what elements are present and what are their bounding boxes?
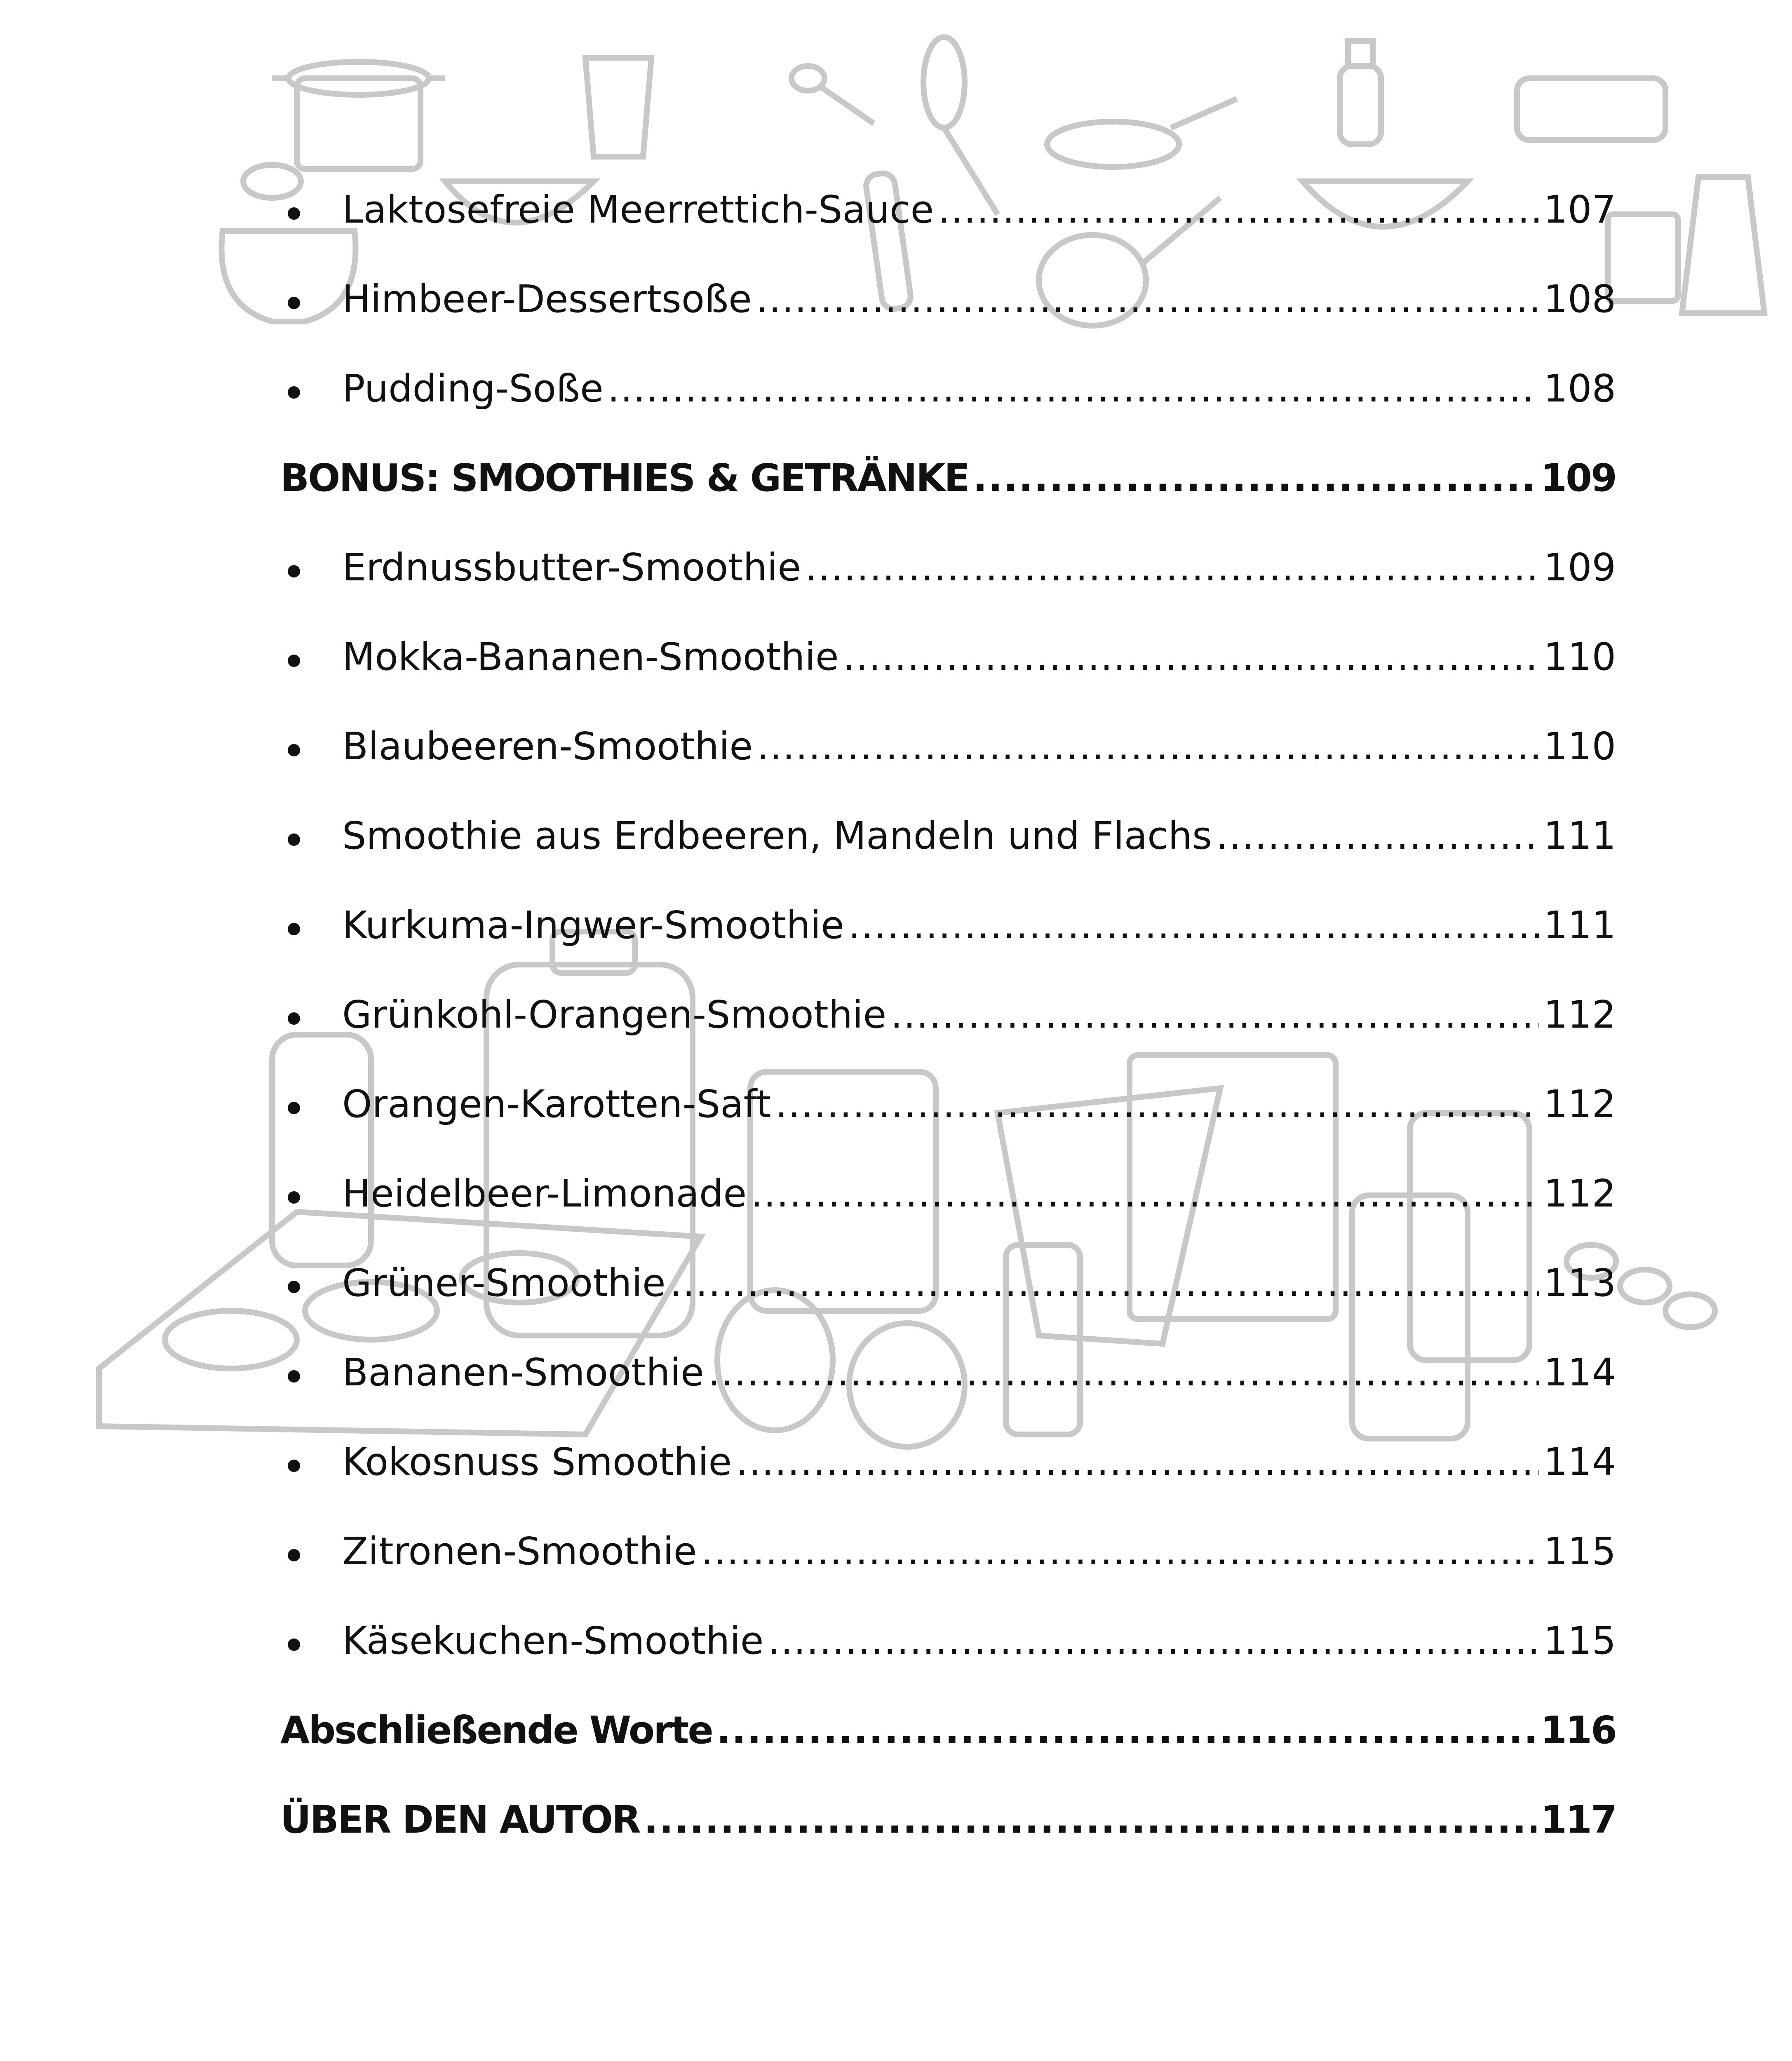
toc-entry-title: Blaubeeren-Smoothie xyxy=(280,702,753,791)
dot-leader xyxy=(848,880,1540,970)
toc-entry-title: Smoothie aus Erdbeeren, Mandeln und Flachs xyxy=(280,791,1212,880)
toc-item-row[interactable] xyxy=(280,165,1616,254)
toc-page-number: 111 xyxy=(1543,814,1616,858)
toc-entry-title: Zitronen-Smoothie xyxy=(280,1507,697,1596)
toc-page-number: 109 xyxy=(1540,456,1616,500)
toc-entry-title: Kurkuma-Ingwer-Smoothie xyxy=(280,880,844,970)
toc-entry-title: Mokka-Bananen-Smoothie xyxy=(280,612,839,702)
bullet-icon xyxy=(288,386,300,399)
toc-section-row[interactable] xyxy=(280,433,1616,523)
toc-entry-title: Laktosefreie Meerrettich-Sauce xyxy=(280,165,934,254)
grater-icon xyxy=(1682,177,1764,313)
bottle-icon xyxy=(1340,41,1381,144)
toc-page-number: 109 xyxy=(1543,545,1616,589)
dot-leader xyxy=(701,1507,1539,1596)
dot-leader xyxy=(890,970,1539,1059)
toc-item-row[interactable] xyxy=(280,612,1616,702)
toc-entry-title: Erdnussbutter-Smoothie xyxy=(280,523,801,612)
bullet-icon xyxy=(288,1549,300,1561)
toc-item-row[interactable] xyxy=(280,791,1616,880)
toc-entry-title: Grüner-Smoothie xyxy=(280,1238,666,1328)
toc-page-number: 108 xyxy=(1543,366,1616,411)
dot-leader xyxy=(608,344,1540,433)
dot-leader xyxy=(805,523,1539,612)
kitchen-illustration-bottom xyxy=(0,2045,1792,2061)
bullet-icon xyxy=(288,1281,300,1293)
glass-icon xyxy=(585,58,651,157)
bullet-icon xyxy=(288,1191,300,1204)
toc-item-row[interactable] xyxy=(280,880,1616,970)
toc-page-number: 114 xyxy=(1543,1350,1616,1394)
dot-leader xyxy=(736,1417,1539,1507)
dot-leader xyxy=(938,165,1539,254)
bullet-icon xyxy=(288,744,300,756)
toc-item-row[interactable] xyxy=(280,254,1616,344)
toc-page-number: 112 xyxy=(1543,1171,1616,1216)
dot-leader xyxy=(751,1149,1539,1238)
toc-item-row[interactable] xyxy=(280,970,1616,1059)
toc-entry-title: ÜBER DEN AUTOR xyxy=(280,1798,640,1842)
toc-item-row[interactable] xyxy=(280,1596,1616,1685)
toc-item-row[interactable] xyxy=(280,1328,1616,1417)
toc-item-row[interactable] xyxy=(280,344,1616,433)
toc-entry-title: Pudding-Soße xyxy=(280,344,604,433)
toc-item-row[interactable] xyxy=(280,702,1616,791)
toc-entry-title: Heidelbeer-Limonade xyxy=(280,1149,747,1238)
bullet-icon xyxy=(288,1638,300,1651)
toc-item-row[interactable] xyxy=(280,1059,1616,1149)
dot-leader xyxy=(670,1238,1540,1328)
toc-item-row[interactable] xyxy=(280,1149,1616,1238)
bullet-icon xyxy=(288,1370,300,1383)
toc-page-number: 112 xyxy=(1543,1082,1616,1126)
dot-leader xyxy=(708,1328,1540,1417)
toc-page-number: 117 xyxy=(1540,1798,1616,1842)
toc-section-row[interactable] xyxy=(280,1775,1616,1864)
table-of-contents xyxy=(280,165,1616,1864)
scale-icon xyxy=(1608,214,1678,301)
toc-item-row[interactable] xyxy=(280,523,1616,612)
toc-page-number: 116 xyxy=(1540,1708,1616,1752)
toc-item-row[interactable] xyxy=(280,1417,1616,1507)
bullet-icon xyxy=(288,655,300,667)
toc-page-number: 114 xyxy=(1543,1440,1616,1484)
spoon-icon xyxy=(791,66,874,124)
toc-page-number: 115 xyxy=(1543,1529,1616,1573)
dot-leader xyxy=(757,702,1539,791)
toc-entry-title: Himbeer-Dessertsoße xyxy=(280,254,752,344)
dot-leader xyxy=(843,612,1540,702)
toc-page-number: 113 xyxy=(1543,1261,1616,1305)
toc-entry-title: Orangen-Karotten-Saft xyxy=(280,1059,771,1149)
bullet-icon xyxy=(288,297,300,309)
toc-page-number: 115 xyxy=(1543,1619,1616,1663)
toc-page-number: 108 xyxy=(1543,277,1616,321)
toc-page-number: 111 xyxy=(1543,903,1616,947)
dot-leader xyxy=(644,1775,1536,1864)
bullet-icon xyxy=(288,565,300,577)
toc-page-number: 112 xyxy=(1543,993,1616,1037)
bullet-icon xyxy=(288,833,300,846)
toc-page-number: 110 xyxy=(1543,635,1616,679)
toc-page-number: 110 xyxy=(1543,724,1616,768)
dot-leader xyxy=(716,1685,1536,1775)
toc-section-row[interactable] xyxy=(280,1685,1616,1775)
cake-tin-icon xyxy=(1517,78,1665,140)
toc-entry-title: Bananen-Smoothie xyxy=(280,1328,704,1417)
toc-entry-title: BONUS: SMOOTHIES & GETRÄNKE xyxy=(280,456,969,500)
toc-item-row[interactable] xyxy=(280,1238,1616,1328)
toc-entry-title: Kokosnuss Smoothie xyxy=(280,1417,732,1507)
bullet-icon xyxy=(288,1460,300,1472)
toc-entry-title: Käsekuchen-Smoothie xyxy=(280,1596,764,1685)
bullet-icon xyxy=(288,923,300,935)
toc-item-row[interactable] xyxy=(280,1507,1616,1596)
toc-entry-title: Grünkohl-Orangen-Smoothie xyxy=(280,970,886,1059)
bullet-icon xyxy=(288,207,300,220)
bullet-icon xyxy=(288,1012,300,1025)
pot-icon xyxy=(272,62,445,169)
bullet-icon xyxy=(288,1102,300,1114)
toc-page-number: 107 xyxy=(1543,188,1616,232)
pan-icon xyxy=(1047,99,1237,167)
dot-leader xyxy=(756,254,1540,344)
dot-leader xyxy=(775,1059,1539,1149)
dot-leader xyxy=(1216,791,1540,880)
dot-leader xyxy=(973,433,1536,523)
dot-leader xyxy=(768,1596,1540,1685)
toc-entry-title: Abschließende Worte xyxy=(280,1708,712,1752)
